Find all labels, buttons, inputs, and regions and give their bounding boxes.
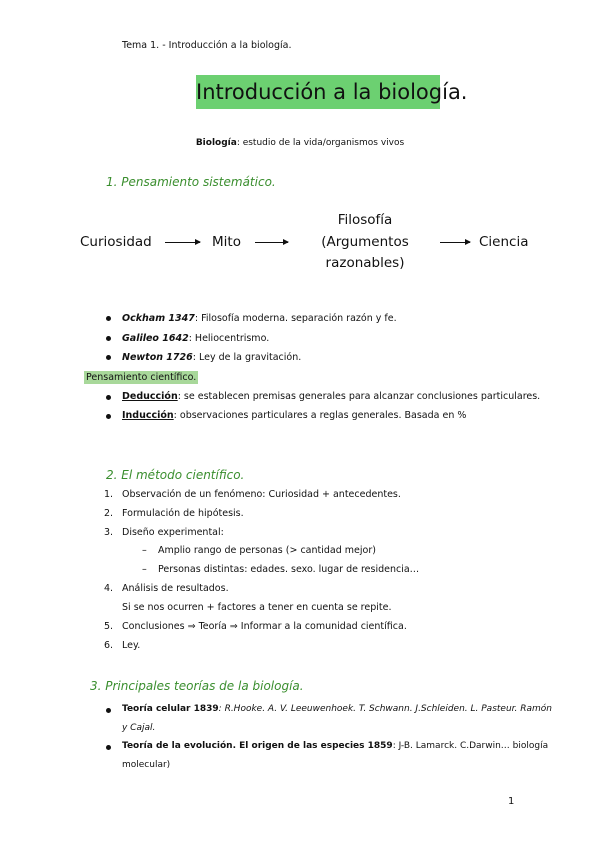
list-item: Ley. xyxy=(122,640,141,651)
flow-curiosidad: Curiosidad xyxy=(80,234,152,250)
list-item-continuation: y Cajal. xyxy=(122,723,156,733)
list-item: Formulación de hipótesis. xyxy=(122,508,244,519)
flow-arrow-2 xyxy=(255,242,288,243)
list-item: Deducción: se establecen premisas generales para alcanzar conclusiones particulares. xyxy=(122,391,541,402)
list-item: Teoría de la evolución. El origen de las especies 1859: J-B. Lamarck. C.Darwin… biología xyxy=(122,741,549,751)
list-number: 3. xyxy=(104,527,114,538)
flow-ciencia: Ciencia xyxy=(479,234,529,250)
list-item: Conclusiones ⇒ Teoría ⇒ Informar a la comunidad científica. xyxy=(122,621,407,632)
page-number: 1 xyxy=(508,796,515,807)
section-1-heading: 1. Pensamiento sistemático. xyxy=(106,175,276,189)
flow-arrow-1 xyxy=(165,242,200,243)
bullet-dot xyxy=(106,355,111,360)
flow-filosofia-1: Filosofía xyxy=(337,212,393,228)
bullet-dot xyxy=(106,745,111,750)
bullet-dot xyxy=(106,414,111,419)
bullet-dot xyxy=(106,708,111,713)
list-item-continuation: molecular) xyxy=(122,760,171,770)
list-item: Diseño experimental: xyxy=(122,527,224,538)
page-title: Introducción a la biología. xyxy=(196,75,440,109)
list-number: 1. xyxy=(104,489,114,500)
list-item-continuation: Si se nos ocurren + factores a tener en cuenta se repite. xyxy=(122,602,392,613)
flow-arrow-3 xyxy=(440,242,470,243)
sub-dash: – xyxy=(142,564,147,575)
bullet-dot xyxy=(106,336,111,341)
list-number: 2. xyxy=(104,508,114,519)
section-3-heading: 3. Principales teorías de la biología. xyxy=(90,679,304,693)
definition-term: Biología xyxy=(195,138,237,148)
list-item: Inducción: observaciones particulares a reglas generales. Basada en % xyxy=(122,410,467,421)
page-header: Tema 1. - Introducción a la biología. xyxy=(122,40,292,51)
list-item: Teoría celular 1839: R.Hooke. A. V. Leeuwenhoek. T. Schwann. J.Schleiden. L. Pasteur. Ramón xyxy=(122,704,552,714)
bullet-dot xyxy=(106,316,111,321)
section-2-heading: 2. El método científico. xyxy=(106,468,245,482)
sub-dash: – xyxy=(142,545,147,556)
flow-filosofia-3: razonables) xyxy=(325,255,405,271)
list-number: 6. xyxy=(104,640,114,651)
definition-text: : estudio de la vida/organismos vivos xyxy=(236,138,405,148)
definition xyxy=(0,138,600,148)
sub-list-item: Amplio rango de personas (> cantidad mejor) xyxy=(158,545,376,556)
list-item: Análisis de resultados. xyxy=(122,583,229,594)
list-item: Newton 1726: Ley de la gravitación. xyxy=(122,352,302,363)
list-number: 5. xyxy=(104,621,114,632)
list-number: 4. xyxy=(104,583,114,594)
sub-list-item: Personas distintas: edades. sexo. lugar de residencia… xyxy=(158,564,420,575)
list-item: Observación de un fenómeno: Curiosidad + antecedentes. xyxy=(122,489,401,500)
list-item: Ockham 1347: Filosofía moderna. separación razón y fe. xyxy=(122,313,397,324)
highlight-pensamiento-cientifico: Pensamiento científico. xyxy=(86,372,197,383)
flow-filosofia-2: (Argumentos xyxy=(321,234,409,250)
bullet-dot xyxy=(106,395,111,400)
list-item: Galileo 1642: Heliocentrismo. xyxy=(122,333,270,344)
flow-mito: Mito xyxy=(212,234,241,250)
